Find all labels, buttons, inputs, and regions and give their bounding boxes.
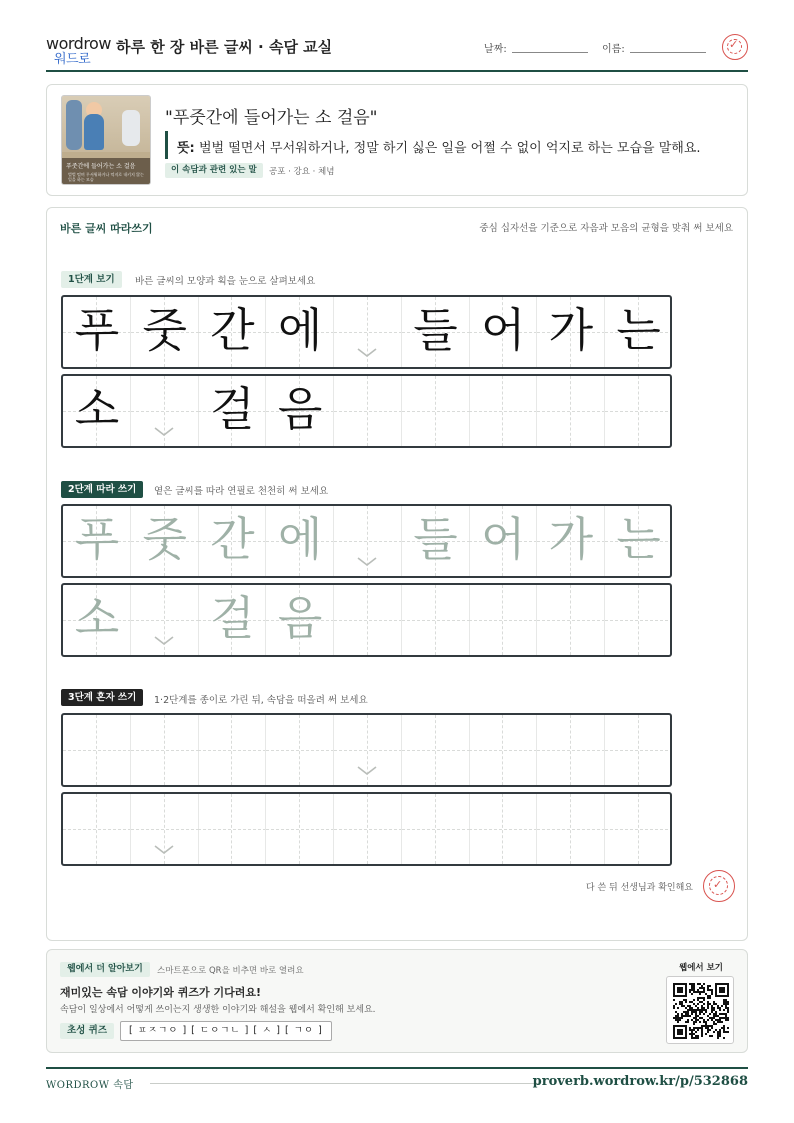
grid-cell[interactable] [469,794,537,864]
grid-cell[interactable] [334,585,402,655]
meaning-text: 벌벌 떨면서 무서워하거나, 정말 하기 싫은 일을 어쩔 수 없이 억지로 하는 모습을 말해요. [199,141,701,156]
grid-cell[interactable] [198,715,266,785]
quiz-label: 초성 퀴즈 [60,1023,114,1039]
grid-cell [266,297,334,367]
web-headline: 재미있는 속담 이야기와 퀴즈가 기다려요! [60,986,261,999]
step2-row-2[interactable] [61,583,672,657]
date-label: 날짜: [484,44,507,55]
meaning-label: 뜻: [177,141,195,156]
proverb-card [46,84,748,196]
date-field[interactable] [512,52,588,53]
guide-character: 에 [277,512,323,566]
guide-character: 음 [277,382,323,436]
space-mark-icon [356,765,378,777]
grid-cell[interactable] [537,715,605,785]
meaning-accent-bar [165,131,168,159]
grid-cell[interactable] [63,715,131,785]
wordrow-logo [46,34,111,67]
guide-character: 줏 [142,303,187,357]
grid-cell[interactable] [537,506,605,576]
grid-cell [402,297,470,367]
grid-cell[interactable] [469,506,537,576]
guide-character: 간 [210,512,255,566]
qr-code[interactable] [666,976,734,1044]
name-label: 이름: [602,44,625,55]
space-mark-icon [153,426,175,438]
grid-cell[interactable] [266,585,334,655]
page-header [46,30,748,72]
guide-character: 걸 [210,382,255,436]
guide-character: 음 [277,591,323,645]
teacher-stamp-icon: ✓ [703,870,735,902]
step3-desc: 1·2단계를 종이로 가린 뒤, 속담을 떠올려 써 보세요 [154,695,368,706]
grid-cell [266,376,334,446]
guide-character: 소 [74,591,120,645]
step3-row-1[interactable] [61,713,672,787]
grid-cell[interactable] [131,794,199,864]
teacher-check-text: 다 쓴 뒤 선생님과 확인해요 [585,883,693,893]
step2-desc: 옅은 글씨를 따라 연필로 천천히 써 보세요 [154,486,329,497]
illustration-subcaption: 벌벌 떨며 무서워하거나 억지로 내키지 않는 일을 하는 모습 [68,172,144,182]
footer-brand: WORDROW 속담 [46,1080,134,1091]
step1-row-1 [61,295,672,369]
illustration-caption: 푸줏간에 들어가는 소 걸음 [66,163,136,170]
grid-cell [469,297,537,367]
guide-character: 가 [548,512,594,566]
grid-cell [131,297,199,367]
grid-cell[interactable] [402,715,470,785]
proverb-title: "푸줏간에 들어가는 소 걸음" [165,108,378,128]
grid-cell [198,376,266,446]
practice-title: 바른 글씨 따라쓰기 [60,222,153,235]
grid-cell[interactable] [402,794,470,864]
name-field[interactable] [630,52,706,53]
step1-desc: 바른 글씨의 모양과 획을 눈으로 살펴보세요 [135,276,316,287]
logo-korean: 워드로 [54,52,91,67]
grid-cell[interactable] [266,794,334,864]
guide-character: 푸 [74,512,120,566]
grid-cell [63,297,131,367]
step3-label: 3단계 혼자 쓰기 [61,689,143,706]
guide-character: 줏 [142,512,187,566]
guide-character: 가 [548,303,594,357]
space-mark-icon [153,844,175,856]
grid-cell [537,376,605,446]
grid-cell[interactable] [63,506,131,576]
guide-character: 걸 [210,591,255,645]
grid-cell[interactable] [63,585,131,655]
grid-cell[interactable] [334,715,402,785]
web-qr-hint: 스마트폰으로 QR을 비추면 바로 열려요 [157,966,304,976]
footer-rule [150,1083,538,1084]
footer-divider [46,1067,748,1069]
space-mark-icon [153,635,175,647]
grid-cell [131,376,199,446]
proverb-illustration [61,95,151,185]
grid-cell [198,297,266,367]
grid-cell[interactable] [469,715,537,785]
step3-row-2[interactable] [61,792,672,866]
grid-cell[interactable] [537,794,605,864]
grid-cell[interactable] [266,506,334,576]
practice-panel [46,207,748,941]
page-title: 하루 한 장 바른 글씨 · 속담 교실 [116,38,333,56]
grid-cell[interactable] [469,585,537,655]
related-words: 공포 · 강요 · 체념 [269,167,335,177]
guide-character: 간 [210,303,255,357]
grid-cell [63,376,131,446]
grid-cell[interactable] [198,585,266,655]
grid-cell[interactable] [131,715,199,785]
guide-character: 들 [413,512,458,566]
related-words-label: 이 속담과 관련 있는 말 [165,163,263,178]
grid-cell [605,297,672,367]
step1-label: 1단계 보기 [61,271,122,288]
grid-cell[interactable] [131,585,199,655]
guide-character: 소 [74,382,120,436]
initial-consonant-quiz: [ ㅍㅈㄱㅇ ] [ ㄷㅇㄱㄴ ] [ ㅅ ] [ ㄱㅇ ] [120,1021,332,1041]
grid-cell[interactable] [266,715,334,785]
grid-cell[interactable] [63,794,131,864]
guide-character: 어 [480,303,526,357]
grid-cell[interactable] [605,794,672,864]
guide-character: 는 [616,303,661,357]
grid-cell [537,297,605,367]
grid-cell[interactable] [198,794,266,864]
grid-cell[interactable] [402,585,470,655]
web-more-label: 웹에서 더 알아보기 [60,962,150,977]
grid-cell [469,376,537,446]
footer-url[interactable]: proverb.wordrow.kr/p/532868 [532,1074,748,1089]
grid-cell[interactable] [605,585,672,655]
grid-cell[interactable] [537,585,605,655]
grid-cell[interactable] [334,794,402,864]
qr-label: 웹에서 보기 [679,963,724,973]
step2-label: 2단계 따라 쓰기 [61,481,143,498]
guide-character: 푸 [74,303,120,357]
grid-cell[interactable] [402,506,470,576]
grid-cell[interactable] [198,506,266,576]
check-stamp-icon: ✓ [722,34,748,60]
grid-cell[interactable] [131,506,199,576]
step1-row-2 [61,374,672,448]
web-description: 속담이 일상에서 어떻게 쓰이는지 생생한 이야기와 해설을 웹에서 확인해 보세요. [60,1005,376,1015]
web-info-box [46,949,748,1053]
guide-character: 어 [480,512,526,566]
grid-cell [334,376,402,446]
guide-character: 는 [616,512,661,566]
grid-cell [605,376,672,446]
guide-character: 들 [413,303,458,357]
space-mark-icon [356,347,378,359]
grid-cell[interactable] [334,506,402,576]
grid-cell[interactable] [605,506,672,576]
step2-row-1[interactable] [61,504,672,578]
space-mark-icon [356,556,378,568]
practice-hint: 중심 십자선을 기준으로 자음과 모음의 균형을 맞춰 써 보세요 [479,223,733,234]
grid-cell [334,297,402,367]
grid-cell [402,376,470,446]
logo-wordmark: wordrow [46,34,111,53]
grid-cell[interactable] [605,715,672,785]
guide-character: 에 [277,303,323,357]
